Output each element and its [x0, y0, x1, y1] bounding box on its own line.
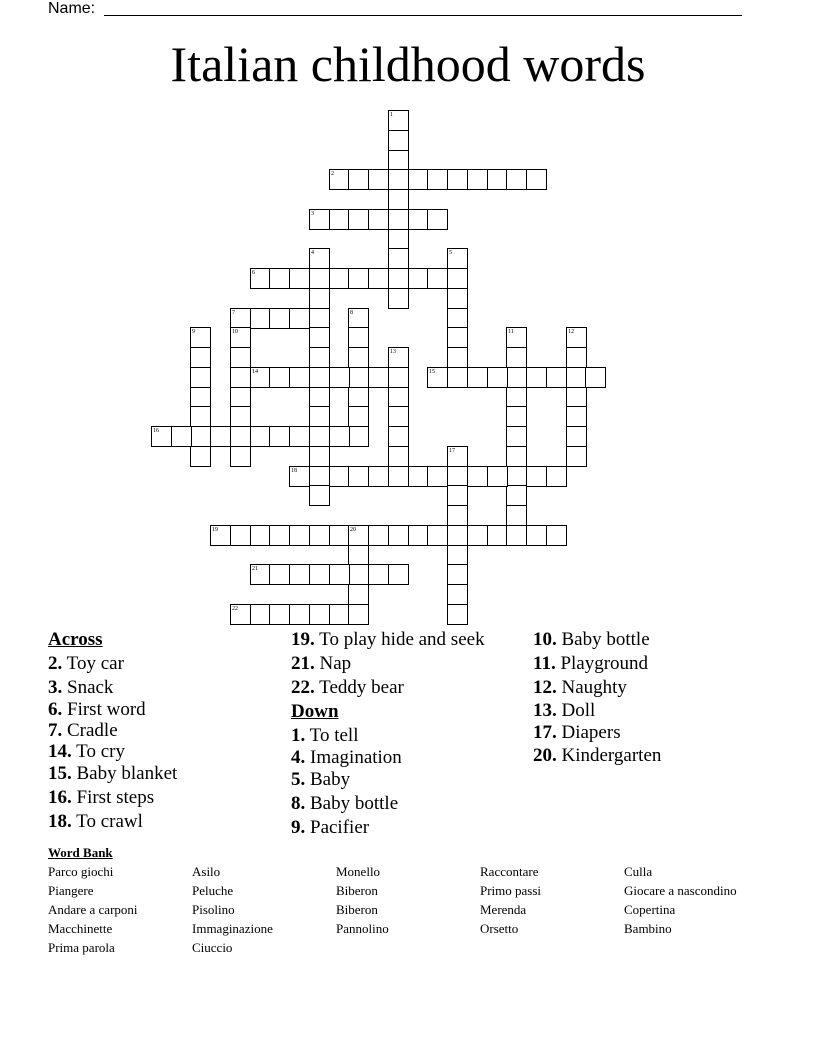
clue-down-11	[533, 652, 661, 676]
clue-text: Baby	[310, 769, 351, 790]
crossword-cell[interactable]	[566, 426, 587, 447]
clue-number-label: 9	[192, 329, 195, 335]
crossword-cell[interactable]	[408, 466, 429, 487]
crossword-cell[interactable]	[447, 308, 468, 329]
word-bank-item: Andare a carponi	[48, 902, 138, 917]
crossword-cell[interactable]	[368, 466, 389, 487]
crossword-cell[interactable]	[269, 564, 290, 585]
crossword-cell[interactable]	[447, 347, 468, 368]
crossword-cell[interactable]	[467, 525, 488, 546]
crossword-cell[interactable]	[309, 288, 330, 309]
clue-text: Nap	[319, 653, 352, 674]
crossword-cell[interactable]	[348, 347, 369, 368]
crossword-cell[interactable]	[526, 525, 547, 546]
crossword-cell[interactable]	[427, 169, 448, 190]
crossword-cell[interactable]	[546, 525, 567, 546]
crossword-cell[interactable]	[368, 525, 389, 546]
crossword-cell[interactable]	[487, 525, 508, 546]
crossword-cell[interactable]	[388, 525, 409, 546]
clue-text: Playground	[560, 653, 649, 674]
crossword-cell[interactable]	[408, 525, 429, 546]
crossword-cell[interactable]	[368, 564, 389, 585]
crossword-cell[interactable]	[309, 387, 330, 408]
clue-text: First steps	[76, 787, 155, 808]
clue-number: 12.	[533, 677, 557, 698]
word-bank-item: Parco giochi	[48, 864, 114, 879]
clue-across-2	[48, 652, 177, 676]
crossword-cell[interactable]	[506, 505, 527, 526]
crossword-cell[interactable]	[329, 268, 350, 289]
clue-across-7	[48, 720, 177, 742]
crossword-cell[interactable]	[210, 426, 231, 447]
crossword-cell[interactable]	[309, 268, 330, 289]
crossword-cell[interactable]	[309, 446, 330, 467]
clue-number-label: 6	[252, 270, 255, 276]
crossword-cell[interactable]	[388, 406, 409, 427]
crossword-cell[interactable]	[506, 485, 527, 506]
crossword-cell[interactable]	[546, 466, 567, 487]
crossword-cell[interactable]	[447, 545, 468, 566]
clue-number-label: 8	[350, 310, 353, 316]
crossword-cell[interactable]	[230, 446, 251, 467]
clue-text: Teddy bear	[319, 677, 404, 698]
crossword-cell[interactable]	[309, 308, 330, 329]
crossword-cell[interactable]	[289, 308, 310, 329]
crossword-cell[interactable]	[368, 209, 389, 230]
crossword-cell[interactable]	[506, 406, 527, 427]
crossword-cell[interactable]	[388, 387, 409, 408]
crossword-cell[interactable]	[230, 406, 251, 427]
clue-across-15	[48, 762, 177, 786]
clue-number: 7.	[48, 720, 63, 741]
clue-number: 1.	[291, 725, 306, 746]
crossword-cell[interactable]	[309, 564, 330, 585]
crossword-cell[interactable]	[506, 367, 527, 388]
clue-down-1	[291, 724, 485, 748]
clue-number-label: 21	[252, 566, 258, 572]
crossword-cell[interactable]	[388, 150, 409, 171]
crossword-cell[interactable]	[427, 209, 448, 230]
clue-number-label: 16	[153, 428, 159, 434]
crossword-cell[interactable]	[348, 387, 369, 408]
word-bank-item: Raccontare	[480, 864, 539, 879]
clue-number-label: 13	[390, 349, 396, 355]
clue-number: 14.	[48, 741, 72, 762]
clue-number-label: 22	[232, 606, 238, 612]
crossword-cell[interactable]	[566, 367, 587, 388]
clue-number: 11.	[533, 653, 556, 674]
word-bank-item: Ciuccio	[192, 940, 233, 955]
clue-down-8	[291, 792, 485, 816]
clue-text: Pacifier	[310, 817, 370, 838]
crossword-cell[interactable]	[566, 446, 587, 467]
crossword-cell[interactable]	[309, 466, 330, 487]
clue-across-19	[291, 628, 485, 652]
clue-number: 8.	[291, 793, 306, 814]
crossword-cell[interactable]	[190, 426, 211, 447]
crossword-cell[interactable]	[566, 387, 587, 408]
clues-column-1	[48, 628, 177, 834]
crossword-cell[interactable]	[526, 169, 547, 190]
clue-number: 5.	[291, 769, 306, 790]
clue-text: To tell	[309, 725, 359, 746]
crossword-cell[interactable]	[269, 525, 290, 546]
crossword-cell[interactable]	[388, 564, 409, 585]
word-bank-item: Giocare a nascondino	[624, 883, 737, 898]
crossword-cell[interactable]	[427, 268, 448, 289]
down-heading: Down	[291, 701, 339, 722]
crossword-cell[interactable]	[447, 288, 468, 309]
crossword-cell[interactable]	[368, 367, 389, 388]
clue-text: Snack	[67, 677, 114, 698]
crossword-cell[interactable]	[566, 406, 587, 427]
crossword-cell[interactable]	[506, 446, 527, 467]
crossword-cell[interactable]	[250, 604, 271, 625]
clue-text: To play hide and seek	[319, 629, 485, 650]
clue-number-label: 20	[350, 527, 356, 533]
crossword-cell[interactable]	[447, 584, 468, 605]
clue-across-16	[48, 786, 177, 810]
crossword-cell[interactable]	[230, 347, 251, 368]
crossword-cell[interactable]	[190, 367, 211, 388]
word-bank-item: Immaginazione	[192, 921, 273, 936]
clue-down-13	[533, 700, 661, 722]
name-label: Name:	[48, 0, 96, 17]
clue-number: 15.	[48, 763, 72, 784]
word-bank-item: Pannolino	[336, 921, 389, 936]
clues-column-2	[291, 628, 485, 840]
crossword-cell[interactable]	[348, 604, 369, 625]
clue-down-5	[291, 768, 485, 792]
crossword-cell[interactable]	[289, 268, 310, 289]
crossword-cell[interactable]	[368, 268, 389, 289]
crossword-cell[interactable]	[348, 169, 369, 190]
clue-across-3	[48, 676, 177, 700]
crossword-cell[interactable]	[546, 367, 567, 388]
crossword-cell[interactable]	[289, 525, 310, 546]
clue-number-label: 1	[390, 112, 393, 118]
clue-number: 2.	[48, 653, 63, 674]
crossword-cell[interactable]	[190, 446, 211, 467]
crossword-cell[interactable]	[487, 169, 508, 190]
clue-down-9	[291, 816, 485, 840]
word-bank-item: Pisolino	[192, 902, 235, 917]
crossword-cell[interactable]	[309, 485, 330, 506]
word-bank-item: Prima parola	[48, 940, 115, 955]
crossword-cell[interactable]	[329, 426, 350, 447]
crossword-cell[interactable]	[309, 367, 330, 388]
crossword-cell[interactable]	[329, 564, 350, 585]
crossword-cell[interactable]	[348, 367, 369, 388]
word-bank-item: Orsetto	[480, 921, 519, 936]
crossword-cell[interactable]	[467, 466, 488, 487]
clue-number-label: 18	[291, 468, 297, 474]
crossword-cell[interactable]	[388, 229, 409, 250]
crossword-cell[interactable]	[329, 367, 350, 388]
across-heading: Across	[48, 629, 103, 650]
crossword-cell[interactable]	[309, 406, 330, 427]
crossword-cell[interactable]	[506, 169, 527, 190]
page-title: Italian childhood words	[170, 36, 646, 92]
crossword-cell[interactable]	[348, 584, 369, 605]
clue-number: 20.	[533, 745, 557, 766]
clue-number: 6.	[48, 699, 63, 720]
clue-number: 19.	[291, 629, 315, 650]
crossword-cell[interactable]	[289, 564, 310, 585]
crossword-cell[interactable]	[230, 367, 251, 388]
crossword-cell[interactable]	[190, 347, 211, 368]
crossword-cell[interactable]	[309, 426, 330, 447]
clue-number: 10.	[533, 629, 557, 650]
crossword-cell[interactable]	[329, 604, 350, 625]
crossword-cell[interactable]	[506, 525, 527, 546]
crossword-cell[interactable]	[388, 446, 409, 467]
crossword-cell[interactable]	[447, 525, 468, 546]
crossword-cell[interactable]	[348, 327, 369, 348]
clues-column-3	[533, 628, 661, 768]
crossword-cell[interactable]	[447, 505, 468, 526]
crossword-cell[interactable]	[467, 169, 488, 190]
crossword-cell[interactable]	[487, 466, 508, 487]
clue-number: 3.	[48, 677, 63, 698]
crossword-cell[interactable]	[368, 169, 389, 190]
crossword-cell[interactable]	[566, 347, 587, 368]
crossword-cell[interactable]	[171, 426, 192, 447]
crossword-cell[interactable]	[348, 426, 369, 447]
crossword-cell[interactable]	[289, 426, 310, 447]
crossword-cell[interactable]	[506, 466, 527, 487]
crossword-cell[interactable]	[230, 387, 251, 408]
crossword-cell[interactable]	[506, 387, 527, 408]
crossword-cell[interactable]	[388, 288, 409, 309]
clue-number-label: 5	[449, 250, 452, 256]
crossword-cell[interactable]	[447, 485, 468, 506]
crossword-cell[interactable]	[487, 367, 508, 388]
crossword-cell[interactable]	[329, 466, 350, 487]
clue-text: Cradle	[67, 720, 118, 741]
crossword-cell[interactable]	[506, 426, 527, 447]
crossword-cell[interactable]	[309, 604, 330, 625]
crossword-cell[interactable]	[309, 347, 330, 368]
word-bank-item: Piangere	[48, 883, 94, 898]
crossword-cell[interactable]	[348, 406, 369, 427]
crossword-cell[interactable]	[289, 367, 310, 388]
crossword-cell[interactable]	[230, 426, 251, 447]
crossword-cell[interactable]	[388, 248, 409, 269]
crossword-cell[interactable]	[388, 367, 409, 388]
crossword-cell[interactable]	[230, 525, 251, 546]
crossword-cell[interactable]	[447, 564, 468, 585]
crossword-cell[interactable]	[506, 347, 527, 368]
crossword-cell[interactable]	[309, 327, 330, 348]
crossword-cell[interactable]	[348, 545, 369, 566]
clue-text: Imagination	[310, 747, 402, 768]
clue-text: To cry	[76, 741, 125, 762]
clue-number-label: 14	[252, 369, 258, 375]
clue-number: 13.	[533, 700, 557, 721]
crossword-cell[interactable]	[348, 268, 369, 289]
word-bank-item: Asilo	[192, 864, 221, 879]
word-bank-item: Primo passi	[480, 883, 542, 898]
clue-across-22	[291, 676, 485, 700]
clue-down-20	[533, 744, 661, 768]
crossword-cell[interactable]	[250, 525, 271, 546]
clue-number-label: 4	[311, 250, 314, 256]
clue-down-10	[533, 628, 661, 652]
word-bank-item: Biberon	[336, 902, 378, 917]
clue-across-14	[48, 742, 177, 762]
word-bank-item: Peluche	[192, 883, 234, 898]
crossword-cell[interactable]	[388, 169, 409, 190]
crossword-cell[interactable]	[329, 209, 350, 230]
clue-number-label: 11	[508, 329, 514, 335]
clue-number: 9.	[291, 817, 306, 838]
clue-text: Baby blanket	[76, 763, 178, 784]
crossword-cell[interactable]	[408, 268, 429, 289]
clue-number-label: 7	[232, 310, 235, 316]
crossword-cell[interactable]	[467, 367, 488, 388]
word-bank-item: Bambino	[624, 921, 672, 936]
crossword-cell[interactable]	[269, 308, 290, 329]
clue-down-12	[533, 676, 661, 700]
crossword-cell[interactable]	[289, 604, 310, 625]
crossword-cell[interactable]	[447, 604, 468, 625]
clue-number: 21.	[291, 653, 315, 674]
word-bank-item: Culla	[624, 864, 653, 879]
clue-number-label: 12	[568, 329, 574, 335]
word-bank-item: Copertina	[624, 902, 676, 917]
clue-text: Doll	[561, 700, 596, 721]
crossword-cell[interactable]	[269, 426, 290, 447]
crossword-cell[interactable]	[447, 367, 468, 388]
word-bank-item: Biberon	[336, 883, 378, 898]
clue-number-label: 19	[212, 527, 218, 533]
clue-number: 4.	[291, 747, 306, 768]
clue-text: First word	[67, 699, 146, 720]
crossword-cell[interactable]	[348, 209, 369, 230]
crossword-cell[interactable]	[526, 367, 547, 388]
crossword-cell[interactable]	[348, 564, 369, 585]
crossword-cell[interactable]	[190, 387, 211, 408]
crossword-cell[interactable]	[388, 209, 409, 230]
clue-text: Toy car	[66, 653, 124, 674]
clue-number: 16.	[48, 787, 72, 808]
clue-down-17	[533, 722, 661, 744]
crossword-cell[interactable]	[269, 604, 290, 625]
clue-text: Naughty	[561, 677, 627, 698]
clue-number-label: 3	[311, 211, 314, 217]
crossword-cell[interactable]	[585, 367, 606, 388]
crossword-cell[interactable]	[269, 268, 290, 289]
crossword-cell[interactable]	[329, 525, 350, 546]
crossword-cell[interactable]	[269, 367, 290, 388]
crossword-cell[interactable]	[388, 189, 409, 210]
crossword-cell[interactable]	[447, 327, 468, 348]
clue-number: 22.	[291, 677, 315, 698]
crossword-cell[interactable]	[388, 268, 409, 289]
crossword-cell[interactable]	[348, 466, 369, 487]
word-bank-item: Monello	[336, 864, 381, 879]
clue-across-18	[48, 810, 177, 834]
crossword-cell[interactable]	[427, 466, 448, 487]
word-bank-item: Merenda	[480, 902, 527, 917]
clue-text: To crawl	[76, 811, 143, 832]
crossword-cell[interactable]	[447, 268, 468, 289]
clue-number-label: 17	[449, 448, 455, 454]
clue-number-label: 2	[331, 171, 334, 177]
clue-across-21	[291, 652, 485, 676]
clue-text: Kindergarten	[561, 745, 662, 766]
word-bank-heading: Word Bank	[48, 845, 113, 860]
clue-text: Baby bottle	[310, 793, 399, 814]
crossword-cell[interactable]	[408, 169, 429, 190]
crossword-cell[interactable]	[388, 426, 409, 447]
crossword-cell[interactable]	[388, 130, 409, 151]
crossword-cell[interactable]	[447, 466, 468, 487]
clue-number: 18.	[48, 811, 72, 832]
clue-text: Diapers	[561, 722, 621, 743]
word-bank-item: Macchinette	[48, 921, 113, 936]
crossword-cell[interactable]	[447, 169, 468, 190]
clue-down-4	[291, 748, 485, 768]
crossword-cell[interactable]	[526, 466, 547, 487]
crossword-cell[interactable]	[250, 308, 271, 329]
crossword-cell[interactable]	[408, 209, 429, 230]
crossword-cell[interactable]	[190, 406, 211, 427]
clue-number-label: 10	[232, 329, 238, 335]
crossword-cell[interactable]	[250, 426, 271, 447]
crossword-cell[interactable]	[388, 466, 409, 487]
clue-across-6	[48, 700, 177, 720]
crossword-cell[interactable]	[427, 525, 448, 546]
clue-number-label: 15	[429, 369, 435, 375]
crossword-cell[interactable]	[309, 525, 330, 546]
clue-number: 17.	[533, 722, 557, 743]
clue-text: Baby bottle	[561, 629, 650, 650]
